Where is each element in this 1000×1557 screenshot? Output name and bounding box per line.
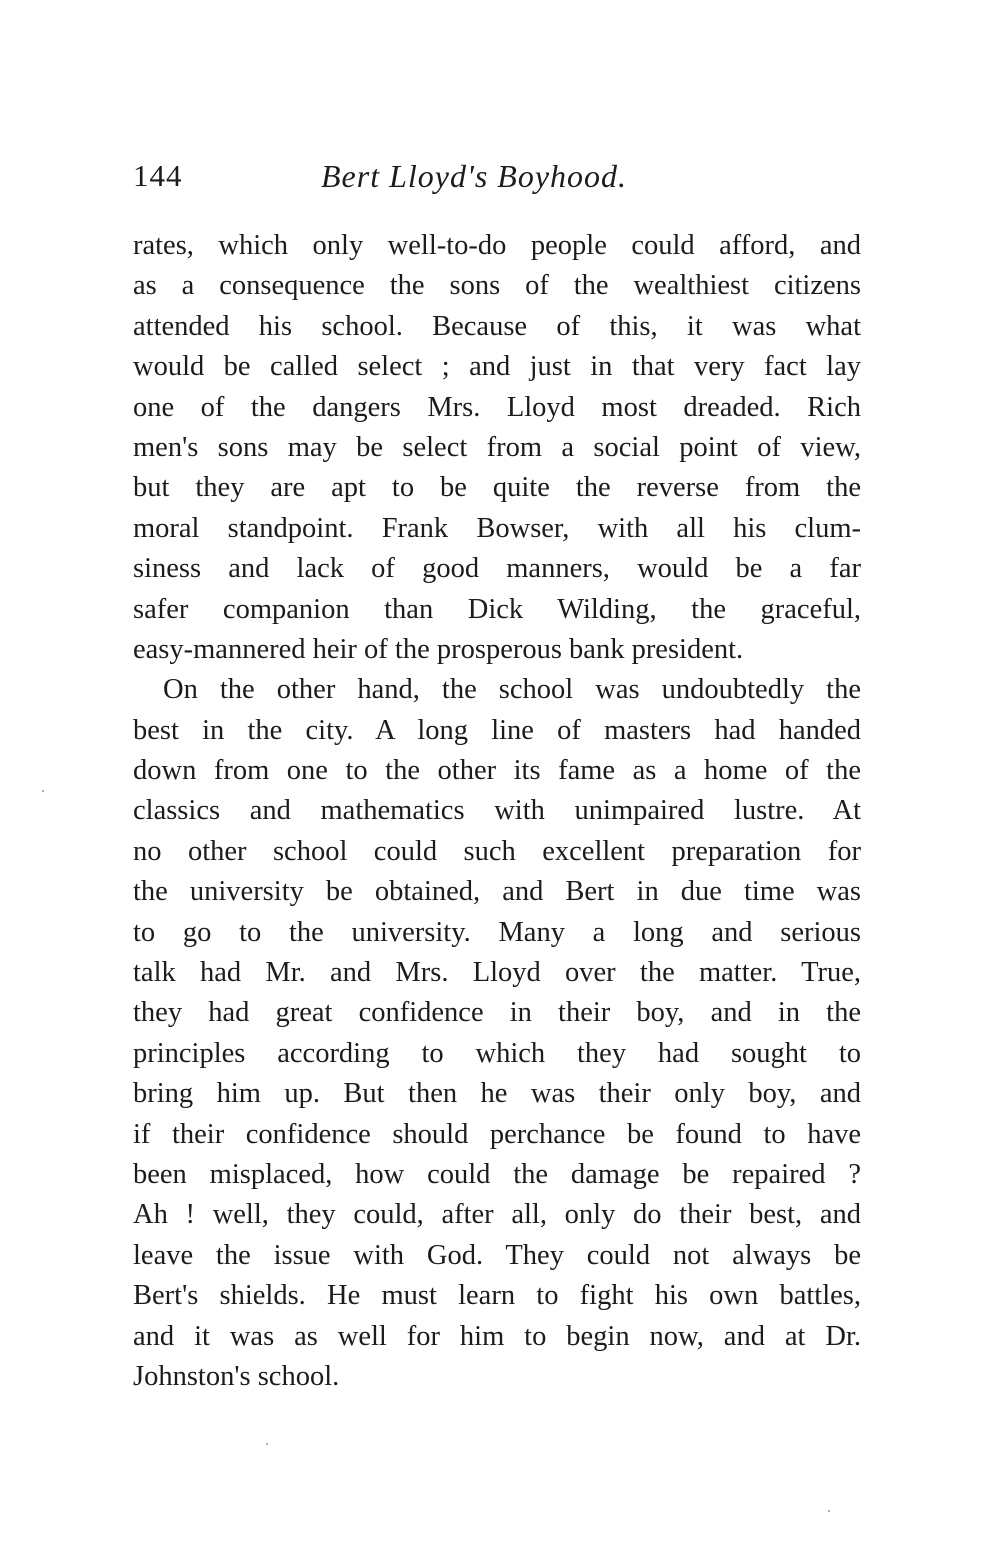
text-line: siness and lack of good manners, would be a far [133,553,861,585]
scan-speck [42,790,44,792]
text-line: one of the dangers Mrs. Lloyd most dreaded. Rich [133,391,861,423]
scan-speck [828,1510,830,1512]
text-line: but they are apt to be quite the reverse from the [133,472,861,504]
text-line: as a consequence the sons of the wealthiest citizens [133,270,861,302]
page-header [133,158,861,202]
text-line: men's sons may be select from a social point of view, [133,431,861,463]
scan-speck [266,1443,268,1445]
text-line: classics and mathematics with unimpaired lustre. At [133,795,861,827]
body-text [133,226,861,1397]
running-title: Bert Lloyd's Boyhood. [321,158,628,194]
text-line: principles according to which they had sought to [133,1037,861,1069]
text-line: leave the issue with God. They could not always be [133,1239,861,1271]
text-line: attended his school. Because of this, it was what [133,310,861,342]
page-number: 144 [133,158,183,193]
text-line: and it was as well for him to begin now, and at Dr. [133,1320,861,1352]
text-line: moral standpoint. Frank Bowser, with all his clum- [133,512,861,544]
text-line: been misplaced, how could the damage be repaired ? [133,1158,861,1190]
text-line: Ah ! well, they could, after all, only do their best, and [133,1199,861,1231]
text-line: the university be obtained, and Bert in due time was [133,876,861,908]
text-line: talk had Mr. and Mrs. Lloyd over the matter. True, [133,957,861,989]
paragraph-first-line: On the other hand, the school was undoubtedly the [163,674,861,706]
text-line: if their confidence should perchance be found to have [133,1118,861,1150]
text-line: Bert's shields. He must learn to fight his own battles, [133,1280,861,1312]
text-line: down from one to the other its fame as a home of the [133,755,861,787]
text-line: bring him up. But then he was their only boy, and [133,1078,861,1110]
text-line: to go to the university. Many a long and serious [133,916,861,948]
text-line: they had great confidence in their boy, and in the [133,997,861,1029]
text-line: safer companion than Dick Wilding, the graceful, [133,593,861,625]
text-line: best in the city. A long line of masters had handed [133,714,861,746]
text-line: easy-mannered heir of the prosperous bank president. [133,633,744,665]
text-line: would be called select ; and just in that very fact lay [133,351,861,383]
text-line: no other school could such excellent preparation for [133,835,861,867]
text-line: Johnston's school. [133,1360,340,1392]
text-line: rates, which only well-to-do people could afford, and [133,230,861,261]
